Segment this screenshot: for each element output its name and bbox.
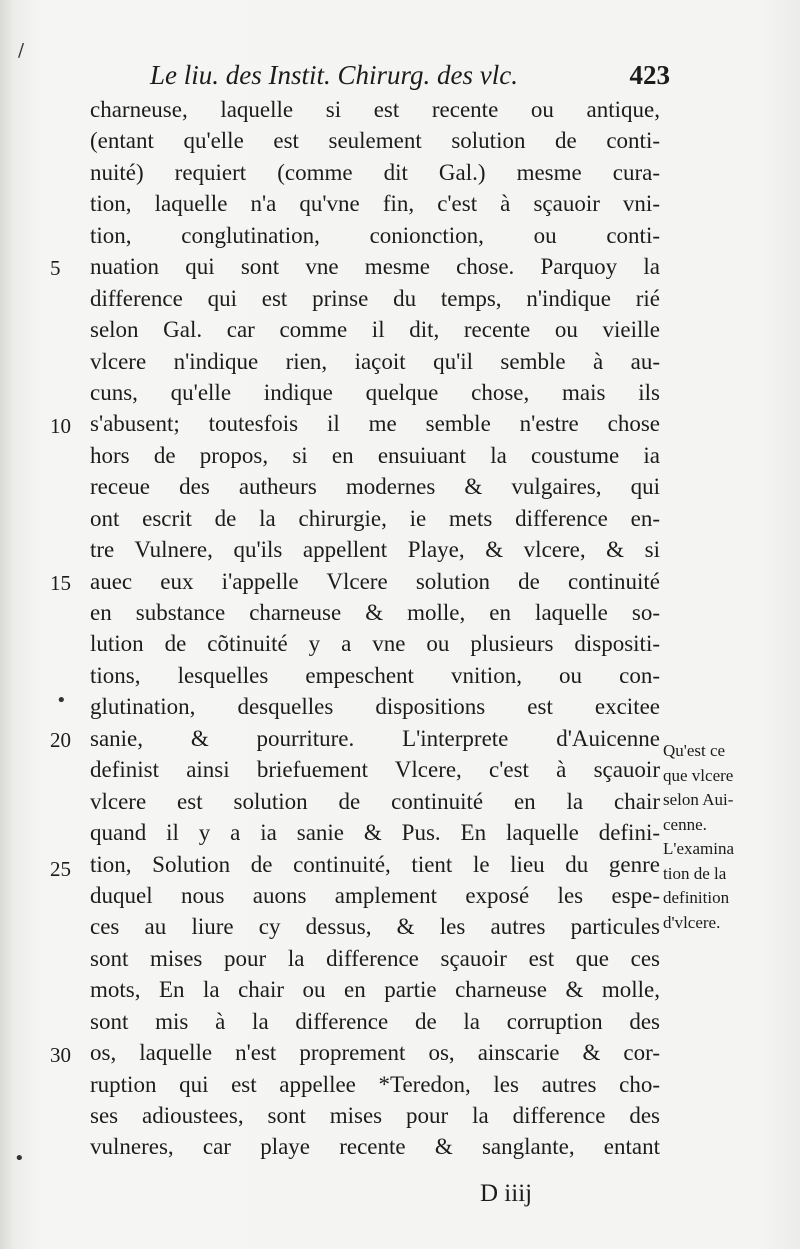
text-line: glutination, desquelles dispositions est excitee — [90, 694, 660, 720]
text-line: lution de cõtinuité y a vne ou plusieurs dispositi- — [90, 631, 660, 657]
ink-mark: / — [18, 40, 25, 61]
text-line: vlcere est solution de continuité en la chair — [90, 788, 660, 814]
text-line: charneuse, laquelle si est recente ou antique, — [90, 97, 660, 122]
page-number: 423 — [629, 60, 670, 90]
text-line: ont escrit de la chirurgie, ie mets difference en- — [90, 505, 660, 531]
text-line: definist ainsi briefuement Vlcere, c'est à sçauoir — [90, 757, 660, 783]
text-line: vlcere n'indique rien, iaçoit qu'il semble à au- — [90, 348, 660, 374]
text-line: tion, conglutination, conionction, ou conti- — [90, 222, 660, 248]
ink-mark: • — [14, 1148, 25, 1169]
running-header — [150, 60, 670, 91]
text-line: auec eux i'appelle Vlcere solution de continuité — [90, 568, 660, 594]
text-line: tre Vulnere, qu'ils appellent Playe, & vlcere, & si — [90, 537, 660, 563]
text-line: sont mis à la difference de la corruption des — [90, 1008, 660, 1034]
line-number: 25 — [50, 857, 71, 881]
ink-mark: • — [56, 690, 67, 711]
text-line: receue des autheurs modernes & vulgaires, qui — [90, 474, 660, 500]
text-line: nuité) requiert (comme dit Gal.) mesme cura- — [90, 159, 660, 185]
marginal-note-line: selon Aui- — [663, 790, 734, 809]
marginal-note-line: d'vlcere. — [663, 912, 721, 932]
text-line: ruption qui est appellee *Teredon, les autres cho- — [90, 1071, 660, 1097]
text-line: sanie, & pourriture. L'interprete d'Auicenne — [90, 725, 660, 751]
text-line: ces au liure cy dessus, & les autres particules — [90, 914, 660, 940]
marginal-note-line: que vlcere — [663, 765, 734, 785]
line-number: 5 — [50, 256, 61, 280]
text-line: difference qui est prinse du temps, n'indique rié — [90, 285, 660, 311]
text-line: vulneres, car playe recente & sanglante, entant — [90, 1134, 660, 1160]
marginal-note — [663, 739, 793, 935]
marginal-note-line: cenne. — [663, 814, 707, 834]
text-line: tion, Solution de continuité, tient le lieu du genre — [90, 851, 660, 877]
text-line: os, laquelle n'est proprement os, ainscarie & cor- — [90, 1040, 660, 1066]
text-line: quand il y a ia sanie & Pus. En laquelle defini- — [90, 820, 660, 846]
text-line: cuns, qu'elle indique quelque chose, mais ils — [90, 379, 660, 405]
line-number: 30 — [50, 1043, 71, 1067]
signature-mark: D iiij — [480, 1180, 533, 1207]
text-line: s'abusent; toutesfois il me semble n'estre chose — [90, 411, 660, 437]
marginal-note-line: definition — [663, 888, 730, 907]
text-line: selon Gal. car comme il dit, recente ou vieille — [90, 317, 660, 343]
text-line: mots, En la chair ou en partie charneuse & molle, — [90, 977, 660, 1003]
marginal-note-line: Qu'est ce — [663, 741, 726, 760]
text-line: ses adioustees, sont mises pour la difference des — [90, 1103, 660, 1128]
text-line: (entant qu'elle est seulement solution de conti- — [90, 128, 660, 154]
text-line: tions, lesquelles empeschent vnition, ou con- — [90, 662, 660, 688]
line-number: 10 — [50, 414, 71, 438]
text-line: sont mises pour la difference sçauoir est que ces — [90, 945, 660, 971]
running-title: Le liu. des Instit. Chirurg. des vlc. — [150, 60, 518, 90]
line-number: 15 — [50, 571, 71, 595]
text-line: duquel nous auons amplement exposé les espe- — [90, 882, 660, 908]
marginal-note-line: L'examina — [663, 839, 735, 858]
text-line: hors de propos, si en ensuiuant la coustume ia — [90, 442, 660, 468]
text-line: tion, laquelle n'a qu'vne fin, c'est à sçauoir vni- — [90, 191, 660, 217]
main-text-block — [90, 94, 660, 1163]
text-line: nuation qui sont vne mesme chose. Parquoy la — [90, 254, 660, 280]
marginal-note-line: tion de la — [663, 863, 727, 883]
line-number: 20 — [50, 728, 71, 752]
text-line: en substance charneuse & molle, en laquelle so- — [90, 600, 660, 625]
